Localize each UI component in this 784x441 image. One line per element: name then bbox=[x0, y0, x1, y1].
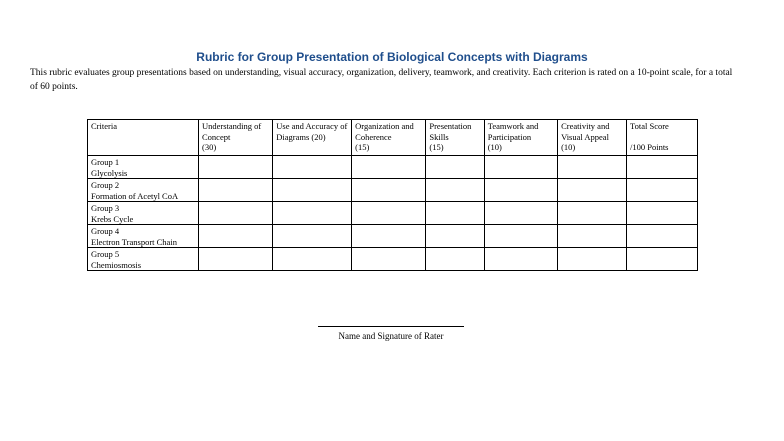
header-understanding-points: (30) bbox=[202, 142, 217, 152]
header-teamwork-label: Teamwork and Participation bbox=[487, 121, 539, 142]
score-cell[interactable] bbox=[426, 202, 484, 225]
score-cell[interactable] bbox=[558, 225, 627, 248]
group-topic: Glycolysis bbox=[91, 167, 128, 178]
score-cell[interactable] bbox=[273, 202, 352, 225]
header-diagrams bbox=[273, 120, 352, 156]
total-cell[interactable] bbox=[627, 225, 698, 248]
total-cell[interactable] bbox=[627, 156, 698, 179]
score-cell[interactable] bbox=[484, 225, 557, 248]
group-topic: Krebs Cycle bbox=[91, 213, 134, 224]
header-presentation bbox=[426, 120, 484, 156]
signature-line[interactable] bbox=[318, 326, 464, 327]
score-cell[interactable] bbox=[199, 202, 273, 225]
score-cell[interactable] bbox=[199, 156, 273, 179]
group-topic: Formation of Acetyl CoA bbox=[91, 190, 179, 201]
score-cell[interactable] bbox=[558, 202, 627, 225]
table-row bbox=[88, 225, 698, 248]
score-cell[interactable] bbox=[273, 179, 352, 202]
total-cell[interactable] bbox=[627, 179, 698, 202]
score-cell[interactable] bbox=[426, 225, 484, 248]
header-organization-label: Organization and Coherence bbox=[355, 121, 414, 142]
score-cell[interactable] bbox=[352, 225, 426, 248]
row-criteria-cell bbox=[88, 156, 199, 179]
table-row bbox=[88, 248, 698, 271]
score-cell[interactable] bbox=[426, 179, 484, 202]
group-name: Group 3 bbox=[91, 203, 120, 213]
score-cell[interactable] bbox=[426, 156, 484, 179]
score-cell[interactable] bbox=[199, 179, 273, 202]
header-understanding bbox=[199, 120, 273, 156]
header-total-label: Total Score bbox=[630, 121, 669, 131]
group-name: Group 2 bbox=[91, 180, 120, 190]
score-cell[interactable] bbox=[273, 225, 352, 248]
score-cell[interactable] bbox=[558, 248, 627, 271]
intro-paragraph: This rubric evaluates group presentations based on understanding, visual accuracy, organization, delivery, teamwork, and creativity. Each criterion is rated on a 10-point scale, for a total of 60 points. bbox=[30, 68, 733, 92]
score-cell[interactable] bbox=[426, 248, 484, 271]
score-cell[interactable] bbox=[484, 156, 557, 179]
score-cell[interactable] bbox=[484, 179, 557, 202]
header-creativity bbox=[558, 120, 627, 156]
header-organization-points: (15) bbox=[355, 142, 370, 152]
header-organization bbox=[352, 120, 426, 156]
group-name: Group 1 bbox=[91, 157, 120, 167]
score-cell[interactable] bbox=[273, 248, 352, 271]
header-creativity-points: (10) bbox=[561, 142, 576, 152]
document-title: Rubric for Group Presentation of Biological Concepts with Diagrams bbox=[196, 50, 588, 64]
header-teamwork-points: (10) bbox=[487, 142, 502, 152]
header-creativity-label: Creativity and Visual Appeal bbox=[561, 121, 610, 142]
header-criteria-label: Criteria bbox=[91, 121, 117, 131]
total-cell[interactable] bbox=[627, 202, 698, 225]
score-cell[interactable] bbox=[352, 248, 426, 271]
group-topic: Electron Transport Chain bbox=[91, 236, 177, 247]
row-criteria-cell bbox=[88, 202, 199, 225]
group-name: Group 4 bbox=[91, 226, 120, 236]
header-teamwork bbox=[484, 120, 557, 156]
header-presentation-points: (15) bbox=[429, 142, 444, 152]
score-cell[interactable] bbox=[484, 248, 557, 271]
score-cell[interactable] bbox=[558, 156, 627, 179]
score-cell[interactable] bbox=[352, 156, 426, 179]
score-cell[interactable] bbox=[199, 225, 273, 248]
row-criteria-cell bbox=[88, 225, 199, 248]
table-row bbox=[88, 156, 698, 179]
score-cell[interactable] bbox=[273, 156, 352, 179]
score-cell[interactable] bbox=[484, 202, 557, 225]
header-criteria bbox=[88, 120, 199, 156]
table-row bbox=[88, 179, 698, 202]
header-presentation-label: Presentation Skills bbox=[429, 121, 472, 142]
signature-label: Name and Signature of Rater bbox=[338, 331, 444, 341]
header-total-points: /100 Points bbox=[630, 141, 669, 152]
group-topic: Chemiosmosis bbox=[91, 259, 142, 270]
score-cell[interactable] bbox=[352, 179, 426, 202]
header-diagrams-label: Use and Accuracy of Diagrams (20) bbox=[276, 121, 348, 142]
header-total-score bbox=[627, 120, 698, 156]
rubric-table bbox=[87, 119, 698, 271]
total-cell[interactable] bbox=[627, 248, 698, 271]
table-header-row bbox=[88, 120, 698, 156]
row-criteria-cell bbox=[88, 248, 199, 271]
header-understanding-label: Understanding of Concept bbox=[202, 121, 262, 142]
row-criteria-cell bbox=[88, 179, 199, 202]
score-cell[interactable] bbox=[558, 179, 627, 202]
score-cell[interactable] bbox=[199, 248, 273, 271]
score-cell[interactable] bbox=[352, 202, 426, 225]
group-name: Group 5 bbox=[91, 249, 120, 259]
table-row bbox=[88, 202, 698, 225]
